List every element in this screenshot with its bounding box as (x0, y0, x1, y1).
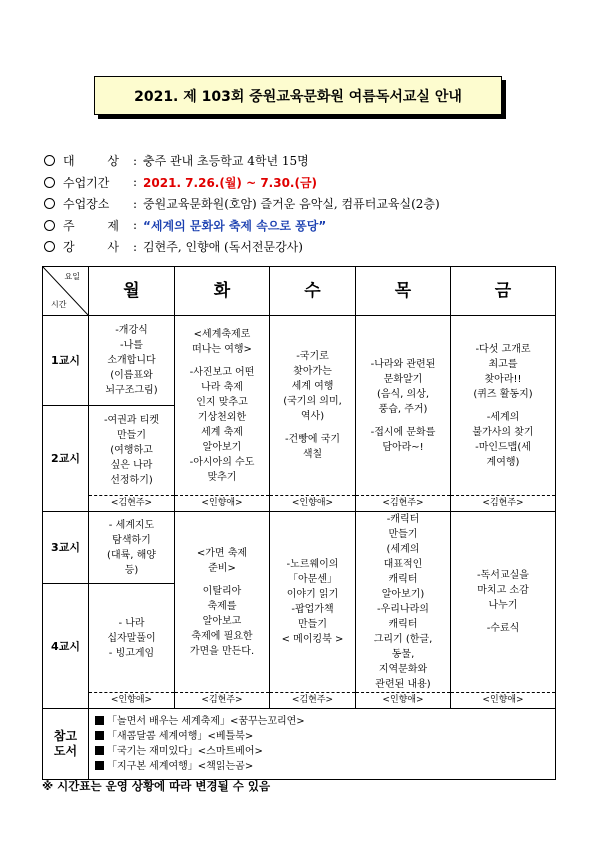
cell-line: (이름표와 (110, 370, 153, 381)
cell-line: -수료식 (486, 623, 520, 634)
cell-thu-p12 (356, 316, 451, 496)
cell-line: 문화알기 (383, 373, 423, 385)
info-lecturer: 강 사 : 김현주, 인향애 (독서전문강사) (44, 236, 564, 258)
cell-line: 찾아가는 (293, 366, 332, 377)
cell-line: <세계축제로 (193, 328, 251, 340)
cell-line: 축제에 필요한 (191, 630, 253, 642)
cell-line: 나누기 (488, 600, 518, 611)
corner-cell (43, 267, 89, 316)
cell-line: 떠나는 여행> (192, 343, 252, 355)
cell-line: 알아보기 (202, 441, 242, 453)
cell-line: -국기로 (296, 351, 329, 362)
teacher-tue-2: <김현주> (175, 693, 270, 709)
cell-line: -나라와 관련된 (370, 358, 436, 370)
period-4: 4교시 (43, 584, 89, 709)
cell-line: 싶은 나라 (110, 460, 153, 471)
cell-line: (퀴즈 활동지) (473, 388, 533, 400)
teacher-mon-2: <인향애> (89, 693, 175, 709)
cell-line: 알아보기) (381, 589, 425, 600)
reference-item: 「지구본 세계여행」<책읽는곰> (95, 759, 553, 774)
square-bullet-icon (95, 731, 104, 740)
cell-mon-p3 (89, 512, 175, 584)
cell-mon-p2 (89, 406, 175, 496)
cell-line: 축제를 (207, 600, 237, 612)
cell-line: - 빙고게임 (108, 647, 155, 659)
cell-line: (음식, 의상, (376, 388, 430, 400)
cell-line: -마인드맵(세 (475, 441, 531, 453)
cell-line: 알아보고 (202, 615, 242, 627)
cell-line (453, 402, 553, 410)
info-lecturer-value: 김현주, 인향애 (독서전문강사) (143, 240, 303, 255)
cell-line: 만들기 (298, 619, 327, 630)
cell-mon-p1 (89, 316, 175, 406)
square-bullet-icon (95, 746, 104, 755)
cell-line: 기상천외한 (197, 411, 247, 423)
info-period-label: 수업기간 (63, 175, 110, 190)
cell-line: -접시에 문화를 (370, 426, 436, 438)
cell-line: -독서교실을 (477, 570, 529, 581)
info-theme-label: 주 제 (63, 218, 119, 233)
circle-bullet-icon (44, 220, 55, 231)
cell-line: 뇌구조그림) (105, 385, 158, 396)
cell-line: <가면 축제 (196, 547, 248, 559)
cell-line: 그리기 (한글, (373, 634, 433, 645)
cell-line: -아시아의 수도 (189, 456, 255, 468)
day-tue: 화 (175, 267, 270, 316)
cell-line: (대륙, 해양 (107, 549, 156, 561)
cell-line: 담아라~! (382, 441, 424, 453)
cell-line: 「아문센」 (288, 574, 337, 585)
cell-line: 이탈리아 (202, 585, 242, 597)
cell-tue-p34 (175, 512, 270, 693)
info-theme-value: “세계의 문화와 축제 속으로 퐁당” (143, 218, 327, 233)
cell-line: - 세계지도 (108, 519, 155, 531)
cell-line: -다섯 고개로 (475, 343, 531, 355)
cell-line: -노르웨이의 (286, 559, 339, 570)
cell-line: 탐색하기 (112, 534, 151, 546)
info-place-label: 수업장소 (63, 197, 110, 212)
cell-line: 관련된 내용) (375, 679, 431, 690)
reference-list (89, 709, 556, 780)
cell-line: -팝업가책 (291, 604, 334, 615)
teacher-row-2 (43, 693, 556, 709)
info-target: 대 상 : 충주 관내 초등학교 4학년 15명 (44, 150, 564, 172)
cell-line: 풍습, 주거) (378, 403, 428, 415)
teacher-wed-2: <김현주> (270, 693, 356, 709)
cell-line (453, 613, 553, 621)
reference-item: 「새콤달콤 세계여행」<베틀북> (95, 729, 553, 744)
cell-line: 준비> (208, 562, 236, 574)
reference-heading: 참고 도서 (43, 709, 89, 780)
cell-line: (세계의 (386, 544, 420, 555)
circle-bullet-icon (44, 177, 55, 188)
info-period-value: 2021. 7.26.(월) ~ 7.30.(금) (143, 175, 318, 190)
info-place: 수업장소 : 중원교육문화원(호암) 즐거운 음악실, 컴퓨터교육실(2층) (44, 193, 564, 215)
teacher-fri-2: <인향애> (451, 693, 556, 709)
cell-line: 불가사의 찾기 (472, 426, 534, 438)
cell-line: -건빵에 국기 (284, 434, 341, 445)
cell-line: -캐릭터 (386, 514, 420, 525)
teacher-mon-1: <김현주> (89, 496, 175, 512)
cell-line: 인지 맞추고 (196, 396, 248, 408)
teacher-thu-1: <김현주> (356, 496, 451, 512)
cell-wed-p12 (270, 316, 356, 496)
cell-line: (여행하고 (110, 445, 153, 456)
cell-line: 찾아라!! (484, 373, 522, 385)
info-theme: 주 제 : “세계의 문화와 축제 속으로 퐁당” (44, 215, 564, 237)
cell-line: 십자말풀이 (107, 632, 156, 644)
day-thu: 목 (356, 267, 451, 316)
cell-line: 역사) (300, 411, 325, 422)
cell-line: 계여행) (486, 456, 520, 468)
corner-time-label: 시간 (51, 300, 67, 309)
cell-line: (국기의 의미, (283, 396, 342, 407)
cell-line: 색칠 (302, 449, 323, 460)
reference-row (43, 709, 556, 780)
cell-tue-p12 (175, 316, 270, 496)
cell-line (358, 417, 448, 425)
cell-line: -우리나라의 (377, 604, 429, 615)
cell-fri-p12 (451, 316, 556, 496)
cell-line: 만들기 (117, 430, 146, 441)
cell-line: 등) (124, 564, 139, 576)
square-bullet-icon (95, 716, 104, 725)
square-bullet-icon (95, 761, 104, 770)
cell-line: 마치고 소감 (477, 585, 529, 596)
day-wed: 수 (270, 267, 356, 316)
page-title: 2021. 제 103회 중원교육문화원 여름독서교실 안내 (94, 76, 502, 115)
cell-line: 만들기 (388, 529, 418, 540)
cell-fri-p34 (451, 512, 556, 693)
teacher-tue-1: <인향애> (175, 496, 270, 512)
teacher-row-1 (43, 496, 556, 512)
circle-bullet-icon (44, 155, 55, 166)
info-lecturer-label: 강 사 (63, 240, 119, 255)
cell-line: - 나라 (118, 617, 145, 629)
corner-day-label: 요일 (64, 272, 80, 281)
cell-line: 맞추기 (207, 471, 237, 483)
info-place-value: 중원교육문화원(호암) 즐거운 음악실, 컴퓨터교육실(2층) (143, 197, 440, 212)
cell-line: 동물, (391, 649, 415, 660)
teacher-wed-1: <인향애> (270, 496, 356, 512)
cell-line: 이야기 읽기 (286, 589, 339, 600)
info-target-label: 대 상 (63, 154, 119, 169)
cell-line: 최고를 (488, 358, 518, 370)
day-fri: 금 (451, 267, 556, 316)
info-target-value: 충주 관내 초등학교 4학년 15명 (143, 154, 309, 169)
period-3: 3교시 (43, 512, 89, 584)
teacher-fri-1: <김현주> (451, 496, 556, 512)
cell-line: -여권과 티켓 (103, 415, 160, 426)
cell-line: 나라 축제 (201, 381, 243, 393)
cell-line: 선정하기) (110, 475, 153, 486)
schedule-table (42, 266, 556, 780)
cell-line: 소개합니다 (107, 355, 156, 366)
circle-bullet-icon (44, 198, 55, 209)
reference-item: 「놀면서 배우는 세계축제」<꿈꾸는꼬리연> (95, 714, 553, 729)
cell-line: 지역문화와 (378, 664, 428, 675)
cell-line: -개강식 (115, 325, 148, 336)
cell-line: -사진보고 어떤 (189, 366, 255, 378)
teacher-thu-2: <인향애> (356, 693, 451, 709)
cell-line: < 메이킹북 > (281, 634, 344, 645)
circle-bullet-icon (44, 241, 55, 252)
footnote: ※ 시간표는 운영 상황에 따라 변경될 수 있음 (42, 779, 271, 793)
cell-mon-p4 (89, 584, 175, 693)
reference-item: 「국기는 재미있다」<스마트베어> (95, 744, 553, 759)
cell-line: 세계 여행 (291, 381, 334, 392)
cell-line (177, 357, 267, 365)
info-period: 수업기간 : 2021. 7.26.(월) ~ 7.30.(금) (44, 172, 564, 194)
cell-wed-p34 (270, 512, 356, 693)
cell-line (177, 576, 267, 584)
cell-line (272, 424, 353, 432)
period-2: 2교시 (43, 406, 89, 512)
cell-thu-p34 (356, 512, 451, 693)
cell-line: 캐릭터 (388, 574, 418, 585)
cell-line: -세계의 (486, 411, 520, 423)
cell-line: -나를 (120, 340, 143, 351)
cell-line: 캐릭터 (388, 619, 418, 630)
cell-line: 세계 축제 (201, 426, 243, 438)
cell-line: 대표적인 (383, 559, 423, 570)
day-mon: 월 (89, 267, 175, 316)
period-1: 1교시 (43, 316, 89, 406)
cell-line: 가면을 만든다. (189, 645, 255, 657)
info-list (44, 150, 564, 258)
header-row (43, 267, 556, 316)
